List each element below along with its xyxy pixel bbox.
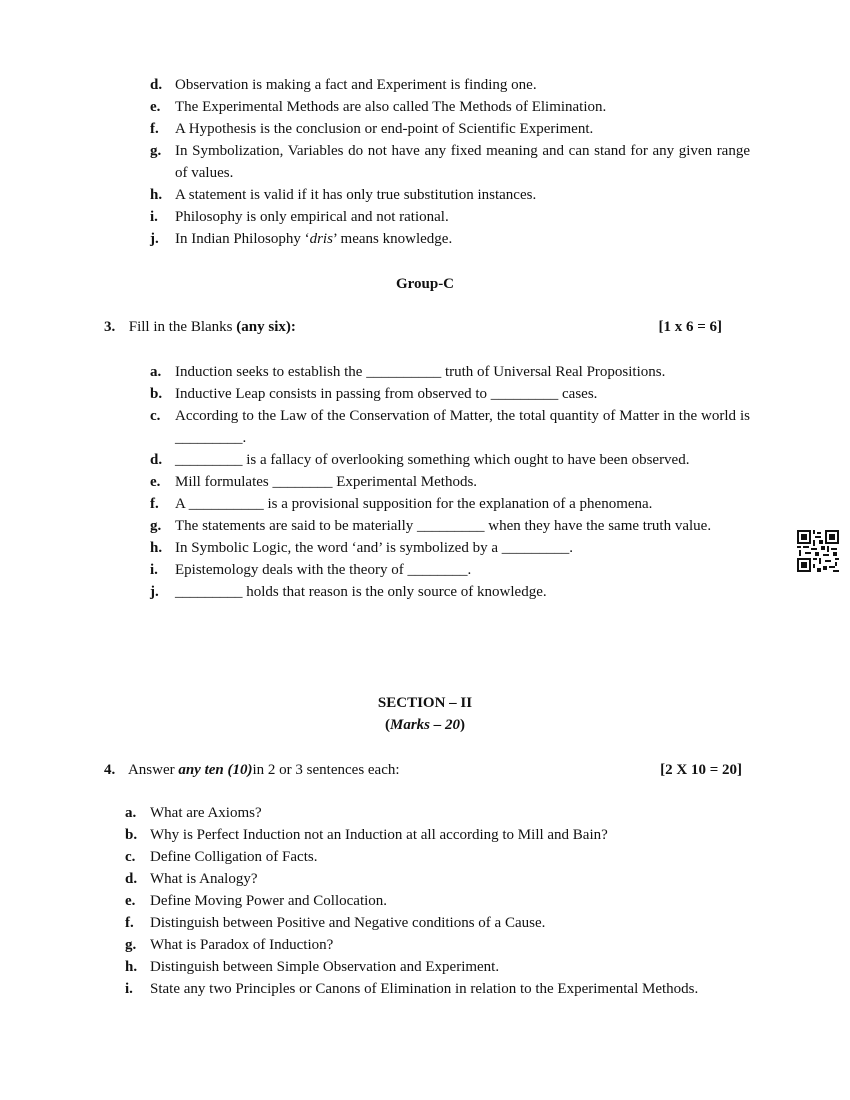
item-letter: f. bbox=[125, 915, 134, 931]
item-text: Why is Perfect Induction not an Induction at all according to Mill and Bain? bbox=[150, 827, 608, 843]
item-letter: e. bbox=[150, 474, 161, 490]
list-item bbox=[125, 956, 750, 978]
item-text: What are Axioms? bbox=[150, 805, 262, 821]
item-text: In Symbolic Logic, the word ‘and’ is symbolized by a _________. bbox=[175, 540, 573, 556]
item-text: Induction seeks to establish the __________ truth of Universal Real Propositions. bbox=[175, 364, 666, 380]
group-c-list bbox=[150, 361, 750, 603]
list-item bbox=[125, 846, 750, 868]
list-item bbox=[150, 140, 750, 184]
qr-code-icon bbox=[797, 530, 839, 572]
item-letter: i. bbox=[150, 562, 158, 578]
item-text: What is Paradox of Induction? bbox=[150, 937, 334, 953]
section-2-marks bbox=[0, 714, 850, 736]
marks-open-paren: ( bbox=[384, 717, 390, 733]
question-emphasis: any ten (10) bbox=[178, 762, 253, 778]
list-item bbox=[150, 405, 750, 449]
question-prompt-post: in 2 or 3 sentences each: bbox=[252, 762, 400, 778]
list-item bbox=[150, 383, 750, 405]
group-b-list bbox=[150, 74, 750, 228]
item-letter: c. bbox=[125, 849, 136, 865]
item-text: According to the Law of the Conservation of Matter, the total quantity of Matter in the world is _________. bbox=[175, 408, 750, 446]
item-letter: a. bbox=[150, 364, 162, 380]
item-letter: c. bbox=[150, 408, 161, 424]
list-item bbox=[125, 934, 750, 956]
item-letter: g. bbox=[150, 143, 162, 159]
item-letter: f. bbox=[150, 121, 159, 137]
item-text: Observation is making a fact and Experiment is finding one. bbox=[175, 77, 537, 93]
list-item bbox=[150, 559, 750, 581]
list-item bbox=[150, 206, 750, 228]
question-marks: [1 x 6 = 6] bbox=[658, 319, 722, 335]
group-c-heading: Group-C bbox=[395, 276, 455, 292]
item-text: _________ is a fallacy of overlooking something which ought to have been observed. bbox=[175, 452, 690, 468]
item-text bbox=[175, 228, 452, 250]
question-prompt: Fill in the Blanks bbox=[128, 319, 233, 335]
item-text: Epistemology deals with the theory of ________. bbox=[175, 562, 472, 578]
list-item bbox=[125, 890, 750, 912]
item-letter: i. bbox=[125, 981, 133, 997]
item-letter: e. bbox=[150, 99, 161, 115]
item-letter: e. bbox=[125, 893, 136, 909]
item-letter: b. bbox=[125, 827, 138, 843]
item-letter: g. bbox=[125, 937, 137, 953]
question-3-row bbox=[104, 316, 722, 338]
item-text: State any two Principles or Canons of Elimination in relation to the Experimental Methods. bbox=[150, 981, 699, 997]
list-item bbox=[125, 868, 750, 890]
item-text: The Experimental Methods are also called The Methods of Elimination. bbox=[175, 99, 607, 115]
list-item bbox=[150, 74, 750, 96]
item-letter: a. bbox=[125, 805, 137, 821]
item-text: Distinguish between Positive and Negative conditions of a Cause. bbox=[150, 915, 546, 931]
item-text: Philosophy is only empirical and not rational. bbox=[175, 209, 449, 225]
item-text: A statement is valid if it has only true substitution instances. bbox=[175, 187, 537, 203]
item-text: Mill formulates ________ Experimental Methods. bbox=[175, 474, 478, 490]
item-letter: g. bbox=[150, 518, 162, 534]
item-text: Define Moving Power and Collocation. bbox=[150, 893, 388, 909]
item-text-pre: In Indian Philosophy ‘ bbox=[175, 231, 310, 247]
list-item-j bbox=[150, 228, 750, 250]
item-text: In Symbolization, Variables do not have any fixed meaning and can stand for any given range of values. bbox=[175, 143, 750, 181]
section-2-title: SECTION – II bbox=[377, 695, 473, 711]
item-text: What is Analogy? bbox=[150, 871, 258, 887]
list-item bbox=[150, 493, 750, 515]
question-3-text bbox=[104, 316, 296, 338]
list-item bbox=[150, 449, 750, 471]
list-item bbox=[125, 978, 750, 1000]
item-letter: d. bbox=[125, 871, 138, 887]
item-letter: d. bbox=[150, 452, 163, 468]
item-text: _________ holds that reason is the only source of knowledge. bbox=[175, 584, 547, 600]
item-letter: d. bbox=[150, 77, 163, 93]
question-prompt-pre: Answer bbox=[127, 762, 175, 778]
question-qualifier: (any six): bbox=[236, 319, 296, 335]
list-item bbox=[125, 802, 750, 824]
section-2-list bbox=[125, 802, 750, 1000]
list-item bbox=[150, 471, 750, 493]
item-text: Inductive Leap consists in passing from observed to _________ cases. bbox=[175, 386, 598, 402]
question-4-text bbox=[104, 759, 400, 781]
item-text-italic: dris bbox=[309, 231, 333, 247]
list-item bbox=[150, 184, 750, 206]
item-text-post: ’ means knowledge. bbox=[332, 231, 453, 247]
item-letter: j. bbox=[150, 584, 159, 600]
list-item bbox=[150, 118, 750, 140]
item-text: A __________ is a provisional supposition for the explanation of a phenomena. bbox=[175, 496, 653, 512]
item-text: Define Colligation of Facts. bbox=[150, 849, 318, 865]
list-item bbox=[150, 515, 750, 537]
list-item bbox=[150, 537, 750, 559]
item-letter: h. bbox=[150, 540, 163, 556]
item-letter: j. bbox=[150, 231, 159, 247]
item-text: The statements are said to be materially _________ when they have the same truth value. bbox=[175, 518, 712, 534]
list-item bbox=[150, 581, 750, 603]
item-letter: f. bbox=[150, 496, 159, 512]
question-number: 3. bbox=[104, 319, 116, 335]
marks-text: Marks – 20 bbox=[389, 717, 460, 733]
item-letter: h. bbox=[125, 959, 138, 975]
item-text: A Hypothesis is the conclusion or end-point of Scientific Experiment. bbox=[175, 121, 594, 137]
question-4-row bbox=[104, 759, 742, 781]
list-item bbox=[125, 912, 750, 934]
item-letter: h. bbox=[150, 187, 163, 203]
question-number: 4. bbox=[104, 762, 116, 778]
item-text: Distinguish between Simple Observation and Experiment. bbox=[150, 959, 500, 975]
item-letter: b. bbox=[150, 386, 163, 402]
list-item bbox=[150, 96, 750, 118]
list-item bbox=[125, 824, 750, 846]
question-marks: [2 X 10 = 20] bbox=[660, 762, 742, 778]
item-letter: i. bbox=[150, 209, 158, 225]
list-item bbox=[150, 361, 750, 383]
marks-close-paren: ) bbox=[460, 717, 465, 733]
